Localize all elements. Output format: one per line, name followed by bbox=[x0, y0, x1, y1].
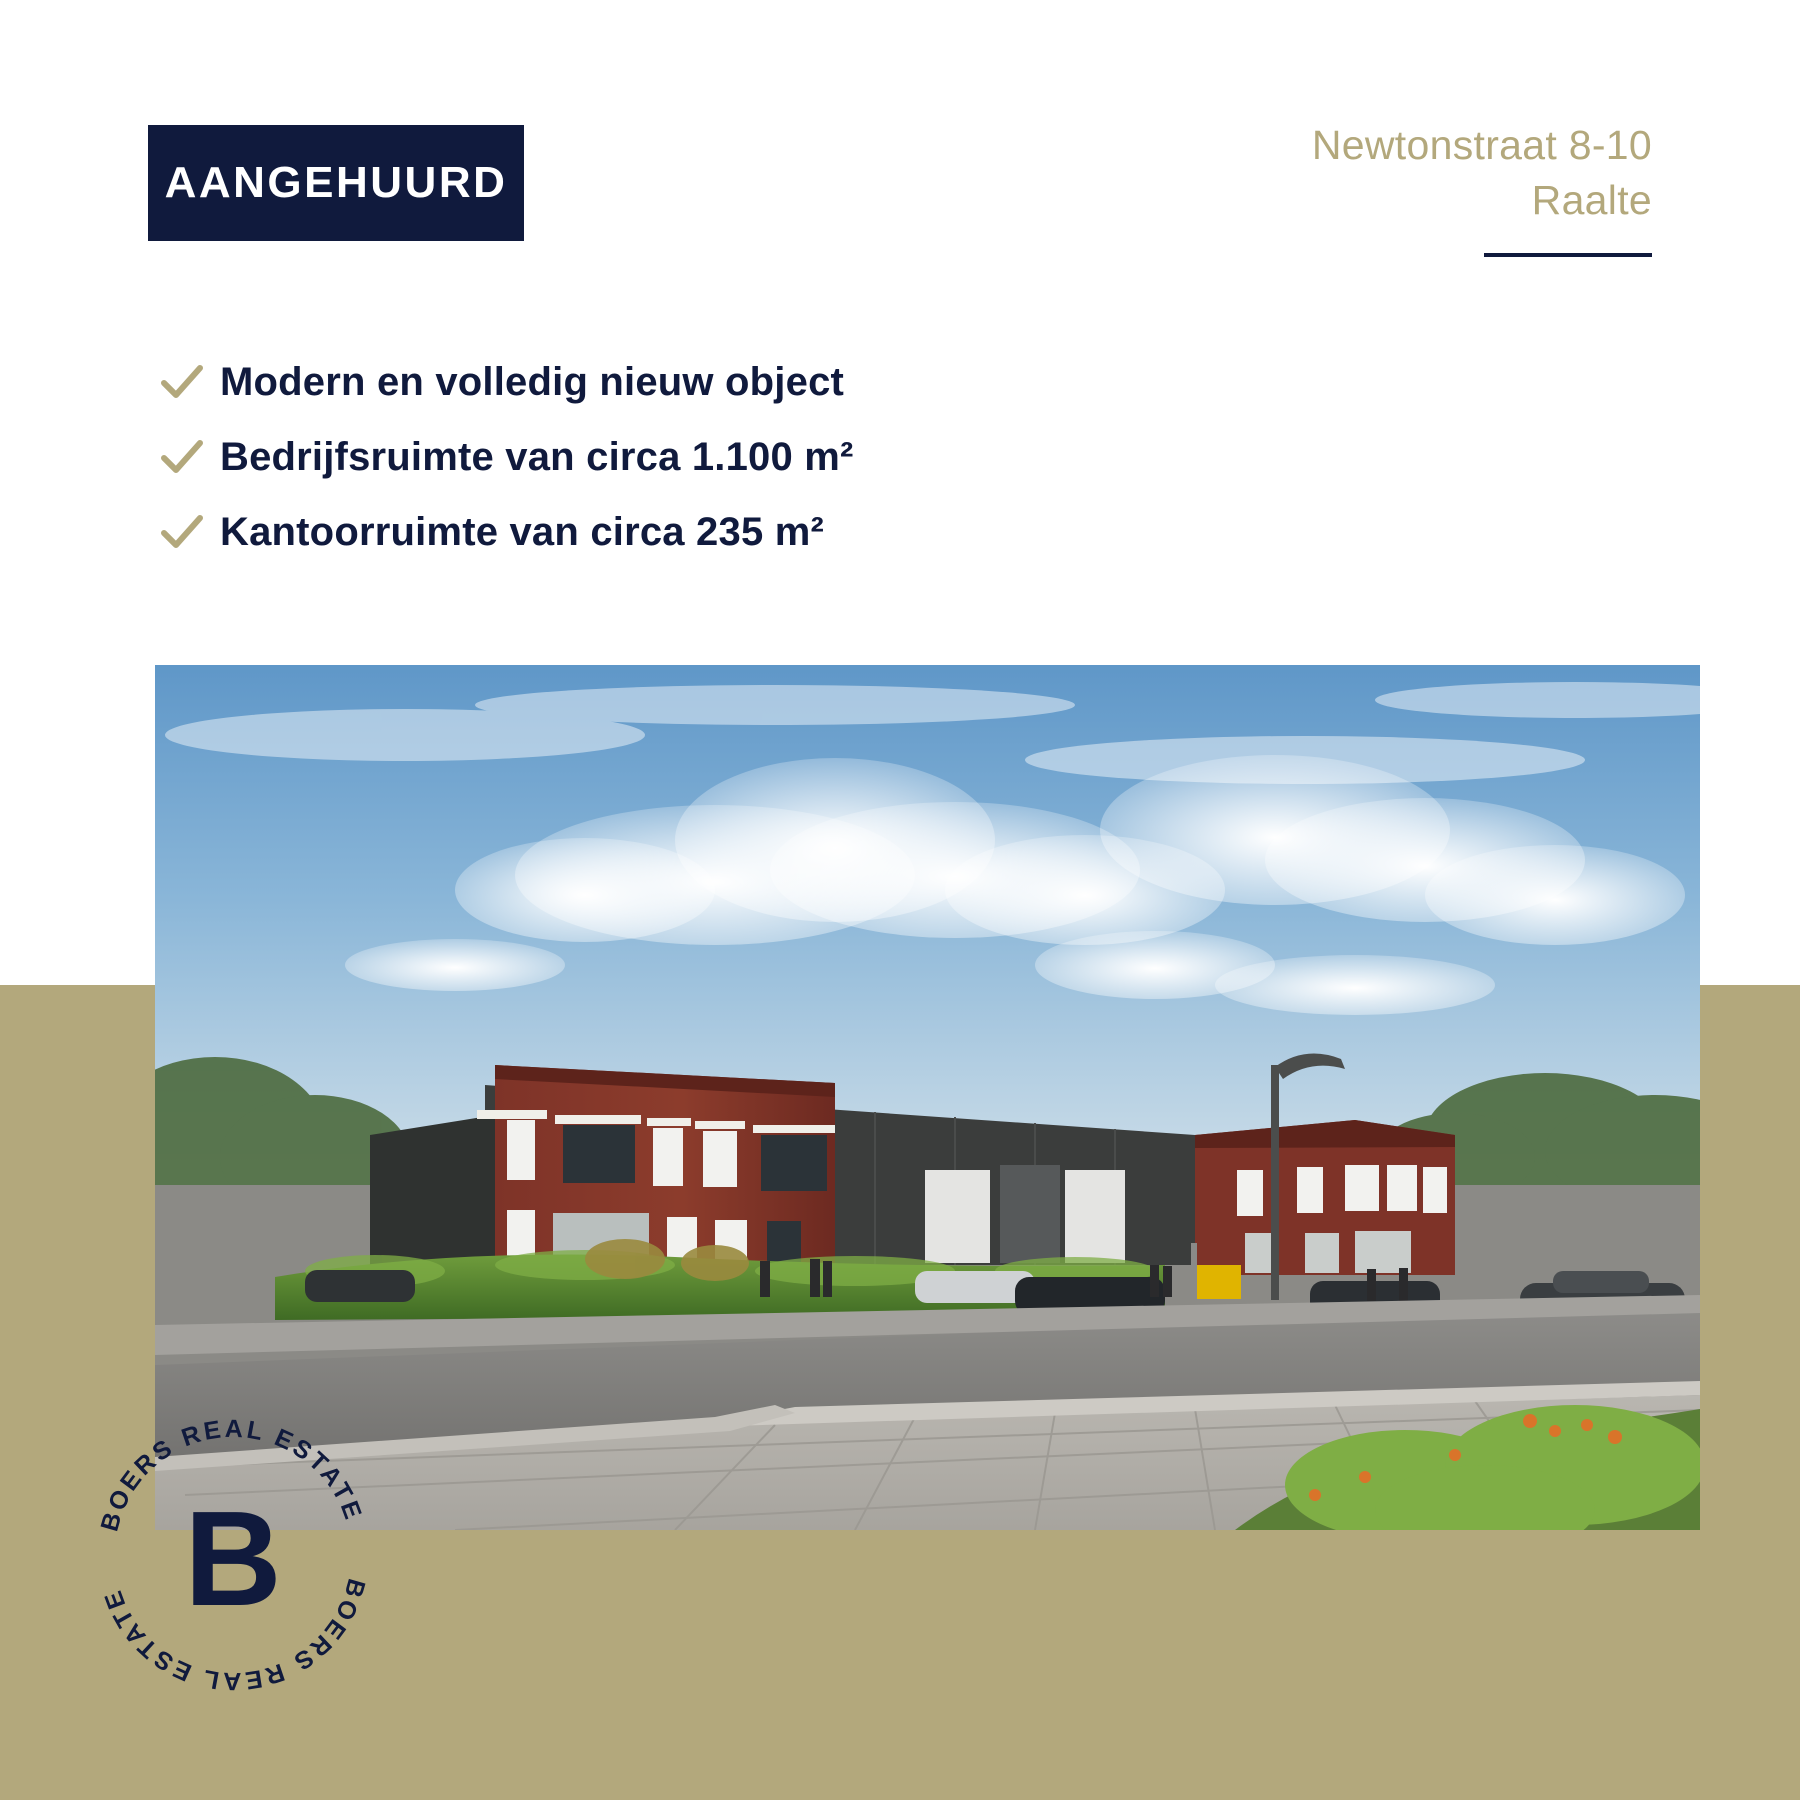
svg-text:BOERS REAL ESTATE: BOERS REAL ESTATE bbox=[95, 1414, 368, 1535]
feature-list bbox=[160, 345, 854, 570]
feature-item bbox=[160, 420, 854, 495]
svg-text:BOERS REAL ESTATE: BOERS REAL ESTATE bbox=[98, 1575, 371, 1696]
check-icon bbox=[160, 438, 220, 478]
address-divider bbox=[1484, 253, 1652, 257]
feature-item bbox=[160, 495, 854, 570]
status-badge-label: AANGEHUURD bbox=[164, 158, 508, 207]
address-block bbox=[1312, 118, 1652, 257]
check-icon bbox=[160, 513, 220, 553]
feature-item bbox=[160, 345, 854, 420]
company-logo bbox=[78, 1400, 388, 1710]
svg-text:B: B bbox=[184, 1483, 282, 1634]
status-badge bbox=[148, 125, 524, 241]
address-street: Newtonstraat 8-10 bbox=[1311, 122, 1652, 168]
check-icon bbox=[160, 363, 220, 403]
feature-label: Kantoorruimte van circa 235 m² bbox=[220, 510, 824, 554]
feature-label: Bedrijfsruimte van circa 1.100 m² bbox=[220, 435, 854, 479]
feature-label: Modern en volledig nieuw object bbox=[220, 360, 845, 404]
address-city: Raalte bbox=[1531, 176, 1652, 223]
